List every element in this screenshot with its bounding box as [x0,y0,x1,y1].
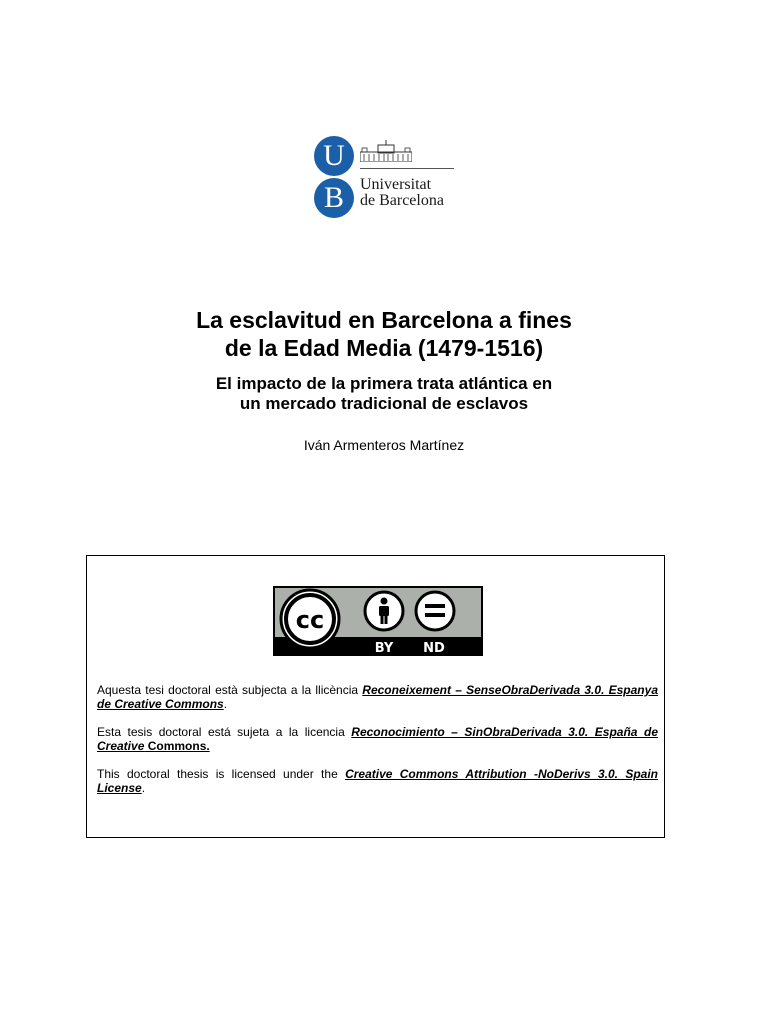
cc-label: cc [295,606,325,634]
thesis-title-line2: de la Edad Media (1479-1516) [224,335,544,361]
thesis-subtitle-line2: un mercado tradicional de esclavos [239,394,529,413]
license-english-prefix: This doctoral thesis is licensed under the [97,767,346,781]
no-derivatives-equals-icon [416,592,454,630]
university-logo [314,136,464,218]
cc-logo-icon [281,590,339,648]
university-name-line2: de Barcelona [360,192,444,209]
logo-letter-b: B [314,178,354,218]
thesis-title [0,306,768,362]
thesis-subtitle-line1: El impacto de la primera trata atlántica en [215,374,553,393]
badge-by-label: BY [374,641,394,656]
logo-divider [360,168,454,169]
badge-nd-label: ND [423,641,445,656]
cc-by-nd-badge [273,586,483,656]
license-box [86,555,665,838]
license-catalan-suffix: . [223,697,228,711]
university-building-icon [360,140,412,162]
attribution-person-icon [365,592,403,630]
license-text-catalan [97,683,658,711]
license-text-english [97,767,658,795]
license-link-english[interactable]: Creative Commons Attribution -NoDerivs 3.0. Spain License [97,767,658,795]
license-catalan-prefix: Aquesta tesi doctoral està subjecta a la llicència [97,683,363,697]
university-name-line1: Universitat [360,176,432,193]
thesis-title-line1: La esclavitud en Barcelona a fines [196,307,572,333]
thesis-subtitle [0,374,768,414]
license-english-suffix: . [141,781,146,795]
license-link-spanish-commons[interactable]: Commons. [144,739,210,753]
license-spanish-prefix: Esta tesis doctoral está sujeta a la licencia [97,725,352,739]
license-text-spanish [97,725,658,753]
license-link-spanish[interactable]: Reconocimiento – SinObraDerivada 3.0. España de Creative [97,725,658,753]
thesis-author: Iván Armenteros Martínez [303,437,465,453]
license-link-catalan[interactable]: Reconeixement – SenseObraDerivada 3.0. Espanya de Creative Commons [97,683,658,711]
logo-letter-u: U [314,136,354,176]
